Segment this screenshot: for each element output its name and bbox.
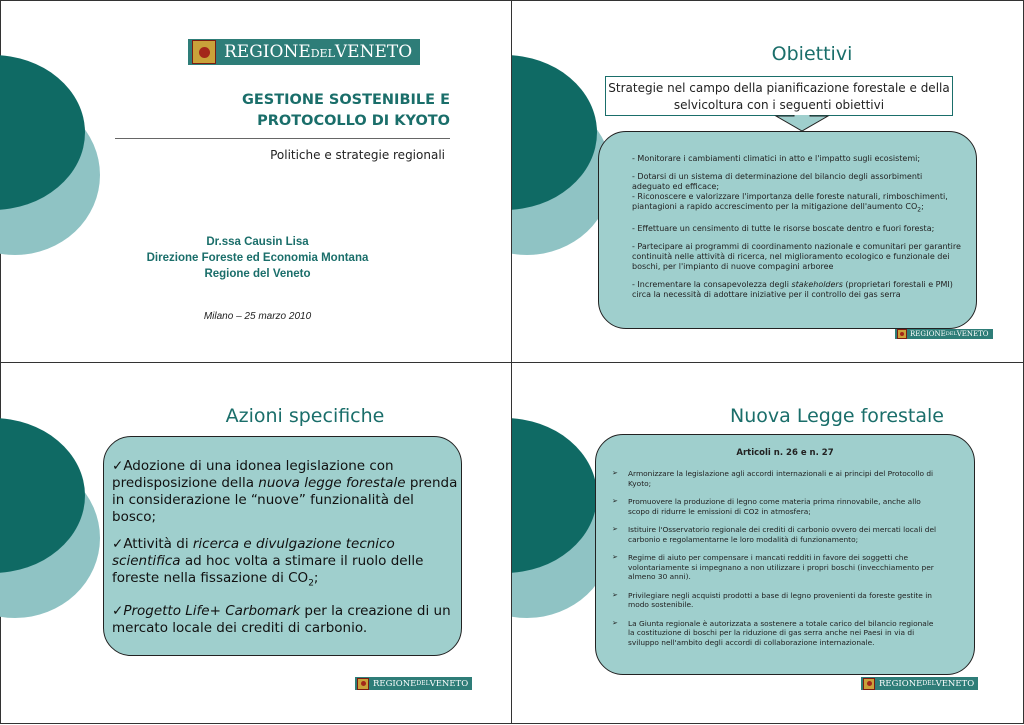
slide-1: [0, 0, 511, 362]
law-article-item: [596, 469, 941, 488]
law-article-item: [596, 525, 941, 544]
objectives-bubble: [598, 131, 977, 329]
arrow-bullet-icon: ➢: [612, 553, 618, 561]
logo-text-del: DEL: [416, 680, 430, 687]
objective-text: - Incrementare la consapevolezza degli: [632, 279, 792, 289]
logo-text-end: VENETO: [334, 42, 413, 62]
objective-item: - Monitorare i cambiamenti climatici in atto e l'impatto sugli ecosistemi;: [632, 154, 921, 163]
objective-item: [632, 192, 962, 216]
callout-box: Strategie nel campo della pianificazione forestale e della selvicoltura con i seguenti obiettivi: [605, 76, 953, 116]
logo-text-main: REGIONE: [373, 678, 417, 689]
logo-text-del: DEL: [310, 47, 335, 60]
title-line-1: GESTIONE SOSTENIBILE E: [241, 92, 450, 108]
law-article-text: Regime di aiuto per compensare i mancati redditi in favore dei soggetti che volontariamente si impegnano a non utilizzare i propri boschi (invecchiamento per almeno 30 anni).: [628, 553, 934, 581]
logo-text-main: REGIONE: [910, 330, 946, 338]
title-rule: [115, 138, 450, 139]
title-line-2: PROTOCOLLO DI KYOTO: [257, 113, 450, 129]
subtitle: Politiche e strategie regionali: [270, 148, 445, 162]
objective-text: - Riconoscere e valorizzare l'importanza delle foreste naturali, rimboschimenti, piantagioni a rapido accrescimento per la mitigazione dell'aumento CO: [632, 192, 948, 211]
slide-title: Obiettivi: [771, 43, 853, 65]
arrow-bullet-icon: ➢: [612, 590, 618, 599]
logo-text-end: VENETO: [935, 678, 975, 689]
slide-2: [512, 0, 1023, 362]
arrow-bullet-icon: ➢: [612, 469, 618, 477]
regione-veneto-logo: [188, 39, 420, 65]
regione-veneto-logo: [895, 329, 993, 339]
check-icon: ✓: [112, 536, 124, 552]
logo-text-del: DEL: [922, 680, 936, 687]
objective-item: [632, 280, 962, 300]
law-heading: Articoli n. 26 e n. 27: [736, 448, 834, 458]
objective-item: - Effettuare un censimento di tutte le risorse boscate dentro e fuori foresta;: [632, 223, 935, 233]
action-text: Attività di: [123, 536, 193, 552]
law-bubble: [595, 434, 975, 675]
arrow-bullet-icon: ➢: [612, 525, 618, 533]
logo-text-end: VENETO: [429, 678, 469, 689]
arrow-bullet-icon: ➢: [612, 497, 618, 505]
slide-3: [0, 363, 511, 725]
slide-title: Nuova Legge forestale: [730, 405, 944, 427]
action-text: Adozione di una idonea legislazione con predisposizione della: [112, 458, 394, 491]
action-item: [112, 458, 460, 526]
objective-emphasis: stakeholders: [791, 279, 843, 289]
objective-tail: (proprietari forestali e PMI) circa la necessità di adottare iniziative per il controllo dei gas serra: [632, 279, 953, 299]
action-tail: ;: [313, 570, 319, 586]
slide-title: Azioni specifiche: [225, 405, 385, 427]
veneto-crest-icon: [897, 329, 907, 339]
action-emphasis: Progetto Life+ Carbomark: [123, 602, 301, 619]
law-article-item: [596, 619, 941, 648]
objective-item: - Partecipare ai programmi di coordinamento nazionale e comunitari per garantire continuità nelle attività di ricerca, nel miglioramento ecologico e funzionale dei boschi, per l'impianto di nuove compagini arboree: [632, 241, 961, 271]
logo-text-main: REGIONE: [879, 678, 923, 689]
check-icon: ✓: [112, 458, 124, 474]
law-article-item: [596, 553, 941, 582]
actions-bubble: [103, 436, 462, 656]
objective-item: - Dotarsi di un sistema di determinazione del bilancio degli assorbimenti adeguato ed efficace;: [632, 172, 923, 191]
law-article-text: La Giunta regionale è autorizzata a sostenere a totale carico del bilancio regionale la costituzione di boschi per la riduzione di gas serra anche nei Paesi in via di sviluppo nell'ambito degli accordi di collaborazione internazionale.: [628, 618, 934, 647]
action-emphasis: nuova legge forestale: [258, 475, 406, 491]
law-articles-list: [596, 469, 941, 656]
action-text: ad hoc volta a stimare il ruolo delle foreste nella fissazione di CO: [112, 553, 424, 586]
law-article-text: Privilegiare negli acquisti prodotti a base di legno provenienti da foreste gestite in modo sostenibile.: [628, 590, 932, 609]
law-article-text: Istituire l'Osservatorio regionale dei crediti di carbonio ovvero dei mercati locali del carbonio e regolamentarne le loro modalità di funzionamento;: [628, 525, 937, 544]
co2-subscript: 2: [308, 578, 314, 589]
page-title: [190, 90, 450, 132]
veneto-crest-icon: [357, 678, 369, 690]
arrow-bullet-icon: ➢: [612, 618, 618, 627]
actions-list: [112, 458, 460, 637]
law-article-text: Promuovere la produzione di legno come materia prima rinnovabile, anche allo scopo di ridurre le emissioni di CO2 in atmosfera;: [628, 497, 921, 516]
author-block: [120, 234, 395, 282]
action-text: per la creazione di un mercato locale dei crediti di carbonio.: [112, 602, 451, 636]
objective-tail: ;: [921, 202, 924, 211]
author-name: Dr.ssa Causin Lisa: [206, 236, 309, 248]
author-department: Direzione Foreste ed Economia Montana: [146, 252, 369, 264]
law-article-text: Armonizzare la legislazione agli accordi internazionali e ai principi del Protocollo di Kyoto;: [628, 469, 934, 488]
regione-veneto-logo: [355, 677, 472, 690]
regione-veneto-logo: [861, 677, 978, 690]
law-article-item: [596, 591, 941, 610]
logo-text-end: VENETO: [956, 330, 989, 338]
check-icon: ✓: [112, 602, 124, 619]
logo-text-main: REGIONE: [224, 42, 311, 62]
event-date: Milano – 25 marzo 2010: [203, 311, 312, 322]
objectives-list: [632, 154, 962, 300]
author-region: Regione del Veneto: [204, 268, 311, 280]
action-emphasis: ricerca e divulgazione tecnico scientifica: [112, 536, 395, 569]
action-text: prenda in considerazione le “nuove” funzionalità del bosco;: [112, 475, 458, 525]
slide-4: [512, 363, 1023, 725]
veneto-crest-icon: [863, 678, 875, 690]
action-item: [112, 536, 460, 593]
logo-text-del: DEL: [945, 331, 957, 337]
action-item: [112, 603, 460, 637]
veneto-crest-icon: [192, 40, 216, 64]
law-article-item: [596, 497, 941, 516]
co2-subscript: 2: [917, 206, 922, 214]
